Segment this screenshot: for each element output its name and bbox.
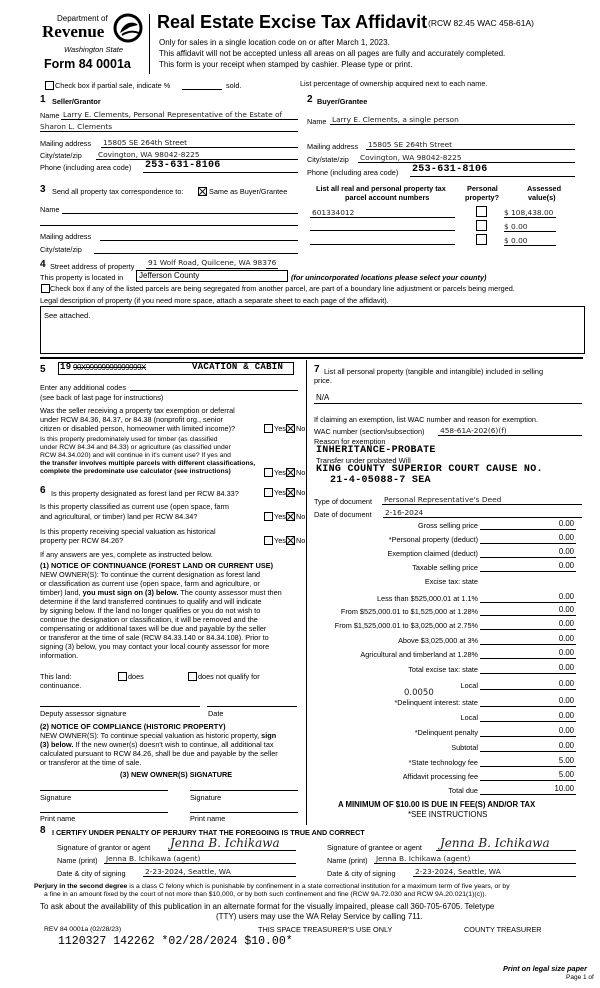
state-label: Washington State <box>64 45 124 54</box>
owner-sig-label-2: Signature <box>190 793 222 802</box>
tax-row-line <box>480 721 576 722</box>
assessed-value-2[interactable]: $ 0.00 <box>504 222 556 232</box>
street-line <box>146 268 278 269</box>
forest-no-checkbox[interactable] <box>286 488 295 497</box>
tax-row-value[interactable]: 0.00 <box>558 561 574 570</box>
tax-row-line <box>480 615 576 616</box>
street-address[interactable]: 91 Wolf Road, Quilcene, WA 98376 <box>148 258 277 267</box>
forest-question: Is this property designated as forest land per RCW 84.33? <box>51 489 239 498</box>
section6-num: 6 <box>40 485 46 496</box>
section7-num: 7 <box>314 364 320 375</box>
owner-sig-line-2 <box>190 790 298 791</box>
tax-row-line <box>480 543 576 544</box>
section5-num: 5 <box>40 364 46 375</box>
tax-row-label: Less than $525,000.01 at 1.1% <box>376 594 478 603</box>
buyer-city[interactable]: Covington, WA 98042-8225 <box>360 153 462 162</box>
grantor-date-line <box>143 876 296 877</box>
county-value: Jefferson County <box>139 271 200 280</box>
tax-row-label: *Personal property (deduct) <box>388 535 478 544</box>
form-rcw: (RCW 82.45 WAC 458-61A) <box>428 18 534 28</box>
doc-type-line <box>382 504 582 505</box>
notice1-l5: by signing below. If the land no longer qualifies or you do not wish to <box>40 606 261 615</box>
notice1-heading: (1) NOTICE OF CONTINUANCE (FOREST LAND OR CURRENT USE) <box>40 561 274 570</box>
section8-num: 8 <box>40 825 46 836</box>
seller-heading-num: 1 <box>40 94 46 105</box>
reason-label: Reason for exemption <box>314 437 386 446</box>
forest-no-label: No <box>296 488 306 497</box>
land-does-label: does <box>128 672 144 681</box>
personal-property-checkbox-2[interactable] <box>476 220 487 231</box>
q2-yes-checkbox[interactable] <box>264 468 273 477</box>
buyer-heading-num: 2 <box>307 94 313 105</box>
buyer-phone-label: Phone (including area code) <box>307 168 399 177</box>
grantor-date-label: Date & city of signing <box>57 869 126 878</box>
wac-value[interactable]: 458-61A-202(6)(f) <box>440 426 507 435</box>
tax-row-line <box>480 557 576 558</box>
owner-print-line-2 <box>190 812 298 813</box>
seller-phone-line <box>143 172 298 173</box>
tax-row-label: Affidavit processing fee <box>402 772 478 781</box>
additional-codes-note: (see back of last page for instructions) <box>40 393 164 402</box>
notice2-l1 <box>40 731 276 740</box>
deputy-date-label: Date <box>208 709 224 718</box>
same-as-buyer-label: Same as Buyer/Grantee <box>209 187 288 196</box>
tax-row-label: Agricultural and timberland at 1.28% <box>360 650 478 659</box>
tax-row-line <box>480 689 576 690</box>
seller-city-label: City/state/zip <box>40 151 82 160</box>
historic-no-label: No <box>296 536 306 545</box>
tax-row-line <box>480 644 576 645</box>
tax-row-label: Local <box>460 681 478 690</box>
tax-row-line <box>480 529 576 530</box>
notice1-l3 <box>40 588 282 597</box>
grantee-name-label: Name (print) <box>327 856 368 865</box>
grantee-sig-label: Signature of grantee or agent <box>327 843 422 852</box>
parcel-col-header-1a: List all real and personal property tax <box>316 184 446 193</box>
parcel-col-header-2a: Personal <box>467 184 498 193</box>
legal-description-box[interactable] <box>40 306 585 354</box>
section8-heading: I CERTIFY UNDER PENALTY OF PERJURY THAT THE FOREGOING IS TRUE AND CORRECT <box>52 828 365 837</box>
tax-row-value[interactable]: 0.00 <box>558 634 574 643</box>
buyer-phone[interactable]: 253-631-8106 <box>412 164 488 175</box>
historic-no-checkbox[interactable] <box>286 536 295 545</box>
buyer-mail[interactable]: 15805 SE 264th Street <box>368 140 453 149</box>
notice2-l4: or transferor at the time of sale. <box>40 758 142 767</box>
partial-sale-checkbox[interactable] <box>45 81 54 90</box>
tax-row-label: From $1,525,000.01 to $3,025,000 at 2.75% <box>334 621 478 630</box>
notice1-l10: information. <box>40 651 79 660</box>
notice2-l3: calculated pursuant to RCW 84.26, shall be due and payable by the seller <box>40 749 278 758</box>
forest-yes-label: Yes <box>274 488 286 497</box>
land-use-code: 19 <box>60 362 72 372</box>
notice1-l3a: timber) land, <box>40 588 83 597</box>
parcel-number-1[interactable]: 601334012 <box>312 208 355 217</box>
buyer-phone-line <box>410 176 575 177</box>
current-use-q-b: and agricultural, or timber) land per RCW 84.34? <box>40 512 198 521</box>
located-in-label: This property is located in <box>40 273 124 282</box>
personal-property-checkbox-1[interactable] <box>476 206 487 217</box>
this-land-label: This land: <box>40 672 72 681</box>
personal-property-label-b: price. <box>314 376 332 385</box>
seller-name-line-1 <box>61 119 298 120</box>
header-line-3: This form is your receipt when stamped by cashier. Please type or print. <box>159 60 413 69</box>
doc-date-label: Date of document <box>314 510 372 519</box>
grantee-date[interactable]: 2-23-2024, Seattle, WA <box>415 867 501 876</box>
seller-name-label: Name <box>40 111 60 120</box>
tax-row-line <box>480 706 576 707</box>
seller-phone-label: Phone (including area code) <box>40 163 132 172</box>
alternate-format-1: To ask about the availability of this publication in an alternate format for the visually impaired, please call 360-705-6705. Teletype <box>40 902 495 911</box>
county-select[interactable] <box>136 270 288 282</box>
seller-mail-label: Mailing address <box>40 139 92 148</box>
tax-row-line <box>480 673 576 674</box>
parcel-col-header-2b: property? <box>465 193 500 202</box>
additional-codes-label: Enter any additional codes <box>40 383 126 392</box>
minimum-due-note: A MINIMUM OF $10.00 IS DUE IN FEE(S) AND/OR TAX <box>338 800 536 809</box>
tax-row-line <box>480 658 576 659</box>
tax-row-value[interactable]: 5.00 <box>558 756 574 765</box>
tax-row-value[interactable]: 5.00 <box>558 770 574 779</box>
notice3-heading: (3) NEW OWNER(S) SIGNATURE <box>120 770 233 779</box>
answers-note: If any answers are yes, complete as instructed below. <box>40 550 213 559</box>
section3-mail-label: Mailing address <box>40 232 92 241</box>
owner-sig-label-1: Signature <box>40 793 72 802</box>
seller-mail[interactable]: 15805 SE 264th Street <box>103 138 188 147</box>
tax-row-value[interactable]: 0.00 <box>558 679 574 688</box>
doc-type-value[interactable]: Personal Representative's Deed <box>384 495 502 504</box>
buyer-city-line <box>358 162 575 163</box>
tax-row-value[interactable]: 0.00 <box>558 648 574 657</box>
legal-description-value: See attached. <box>44 311 91 320</box>
deputy-date-line <box>207 706 297 707</box>
tax-row-label: *Delinquent interest: state <box>394 698 478 707</box>
tax-row-value[interactable]: 0.00 <box>558 711 574 720</box>
tax-row-line <box>480 629 576 630</box>
tax-row-line <box>480 571 576 572</box>
grantee-name[interactable]: Jenna B. Ichikawa (agent) <box>376 854 471 863</box>
treasurer-only: THIS SPACE TREASURER'S USE ONLY <box>258 925 393 934</box>
grantee-name-line <box>374 863 576 864</box>
local-rate[interactable]: 0.0050 <box>404 688 434 698</box>
additional-codes-line <box>130 390 298 391</box>
owner-sig-line-1 <box>40 790 168 791</box>
buyer-mail-line <box>366 149 575 150</box>
seller-city[interactable]: Covington, WA 98042-8225 <box>98 150 200 159</box>
partial-sale-label: Check box if partial sale, indicate % <box>55 81 171 90</box>
grantee-date-line <box>413 876 576 877</box>
grantor-sig-line <box>168 850 296 851</box>
tax-row-label: Exemption claimed (deduct) <box>387 549 478 558</box>
q1-no-label: No <box>296 424 306 433</box>
parcel-line-1 <box>310 217 455 218</box>
personal-property-label-a: List all personal property (tangible and intangible) included in selling <box>324 367 544 376</box>
parcel-col-header-3b: value(s) <box>528 193 556 202</box>
ownership-note: List percentage of ownership acquired next to each name. <box>300 79 488 88</box>
personal-property-checkbox-3[interactable] <box>476 234 487 245</box>
notice1-l4: determine if the land transferred continues to qualify and will indicate <box>40 597 262 606</box>
tax-row-value[interactable]: 0.00 <box>558 741 574 750</box>
partial-sold-label: sold. <box>226 81 242 90</box>
grantor-signature[interactable]: Jenna B. Ichikawa <box>170 836 280 850</box>
header-line-2: This affidavit will not be accepted unless all areas on all pages are fully and accurately completed. <box>159 49 506 58</box>
perjury-line-2: a fine in an amount fixed by the court of not more than $10,000, or by both such confinement and fine (RCW 9A.72.030 and RCW 9A.20.021(1)(c)). <box>44 891 487 898</box>
notice2-heading: (2) NOTICE OF COMPLIANCE (HISTORIC PROPERTY) <box>40 722 226 731</box>
q2-no-checkbox[interactable] <box>286 468 295 477</box>
deputy-sig-label: Deputy assessor signature <box>40 709 127 718</box>
section3-name-line <box>62 213 298 214</box>
grantor-name-line <box>104 863 296 864</box>
notice1-l6: continue the designation or classification, it will be removed and the <box>40 615 258 624</box>
seller-name-2[interactable]: Sharon L. Clements <box>40 122 113 131</box>
buyer-city-label: City/state/zip <box>307 155 349 164</box>
tax-row-label: Subtotal <box>451 743 478 752</box>
tax-row-value[interactable]: 0.00 <box>558 547 574 556</box>
tax-row-line <box>480 751 576 752</box>
notice2-l1b: sign <box>261 731 277 740</box>
segregated-label: Check box if any of the listed parcels are being segregated from another parcel, are part of a boundary line adjustment or parcels being merged. <box>50 284 515 293</box>
current-use-q-a: Is this property classified as current use (open space, farm <box>40 502 229 511</box>
grantor-date[interactable]: 2-23-2024, Seattle, WA <box>145 867 231 876</box>
perjury-text-1: is a class C felony which is punishable by confinement in a state correctional institution for a maximum term of five years, or by <box>127 883 510 890</box>
notice1-l3b: you must sign on (3) below. <box>82 588 179 597</box>
parcel-col-header-3a: Assessed <box>527 184 562 193</box>
section-divider <box>40 357 583 359</box>
historic-yes-checkbox[interactable] <box>264 536 273 545</box>
form-number: Form 84 0001a <box>44 57 131 71</box>
q1-yes-label: Yes <box>274 424 286 433</box>
seller-name-1[interactable]: Larry E. Clements, Personal Representative of the Estate of <box>63 110 283 119</box>
form-title: Real Estate Excise Tax Affidavit <box>157 12 428 32</box>
exemption-note: If claiming an exemption, list WAC number and reason for exemption. <box>314 415 539 424</box>
assessed-value-3[interactable]: $ 0.00 <box>504 236 556 246</box>
tax-row-line <box>480 736 576 737</box>
buyer-name-line <box>330 124 575 125</box>
personal-property-value[interactable]: N/A <box>316 393 330 402</box>
tax-row-label: Excise tax: state <box>424 577 478 586</box>
q1-no-checkbox[interactable] <box>286 424 295 433</box>
seller-phone[interactable]: 253-631-8106 <box>145 160 221 171</box>
grantor-sig-label: Signature of grantor or agent <box>57 843 151 852</box>
tax-row-label: Total excise tax: state <box>408 665 478 674</box>
tax-row-line <box>480 602 576 603</box>
reason-line-4[interactable]: 21-4-05088-7 SEA <box>330 475 431 486</box>
reason-line-2[interactable]: Transfer under probated Will <box>316 456 411 465</box>
land-use-struck: 90X99999999999999X <box>73 363 146 372</box>
buyer-mail-label: Mailing address <box>307 142 359 151</box>
segregated-checkbox[interactable] <box>41 284 50 293</box>
tax-row-value[interactable]: 0.00 <box>558 592 574 601</box>
tax-row-label: From $525,000.01 to $1,525,000 at 1.28% <box>340 607 478 616</box>
current-use-no-checkbox[interactable] <box>286 512 295 521</box>
tax-row-value[interactable]: 0.00 <box>558 605 574 614</box>
section3-num: 3 <box>40 184 46 195</box>
revenue-logo-text: Revenue <box>42 22 105 41</box>
current-use-no-label: No <box>296 512 306 521</box>
grantor-name-label: Name (print) <box>57 856 98 865</box>
section4-num: 4 <box>40 259 46 270</box>
forest-yes-checkbox[interactable] <box>264 488 273 497</box>
cashier-stamp: 1120327 142262 *02/28/2024 $10.00* <box>58 935 293 948</box>
q2-line-d: the transfer involves multiple parcels with different classifications, <box>40 460 256 467</box>
owner-print-label-2: Print name <box>190 814 226 823</box>
land-does-checkbox[interactable] <box>118 672 127 681</box>
header-line-1: Only for sales in a single location code on or after March 1, 2023. <box>159 38 390 47</box>
historic-q-a: Is this property receiving special valuation as historical <box>40 527 216 536</box>
section3-mail-line <box>100 240 298 241</box>
grantee-date-label: Date & city of signing <box>327 869 396 878</box>
tax-row-label: *State technology fee <box>408 758 478 767</box>
current-use-yes-label: Yes <box>274 512 286 521</box>
q2-yes-label: Yes <box>274 468 286 477</box>
land-does-not-checkbox[interactable] <box>188 672 197 681</box>
tax-row-value[interactable]: 0.00 <box>558 726 574 735</box>
parcel-line-3 <box>310 244 455 245</box>
tax-row-label: Local <box>460 713 478 722</box>
notice1-l2: or classification as current use (open space, farm and agriculture, or <box>40 579 260 588</box>
reason-line-3[interactable]: KING COUNTY SUPERIOR COURT CAUSE NO. <box>316 464 543 475</box>
tax-row-line <box>480 766 576 767</box>
page-number: Page 1 of <box>566 974 594 981</box>
notice1-l7: compensating or additional taxes will be due and payable by the seller <box>40 624 267 633</box>
same-as-buyer-checkbox[interactable] <box>198 187 207 196</box>
q1-line-b: under RCW 84.36, 84.37, or 84.38 (nonprofit org., senior <box>40 415 223 424</box>
notice1-l9: signing (3) below, you may contact your local county assessor for more <box>40 642 270 651</box>
doc-date-value[interactable]: 2-16-2024 <box>385 508 424 517</box>
county-treasurer: COUNTY TREASURER <box>464 925 542 934</box>
grantee-sig-line <box>436 850 576 851</box>
alternate-format-2: (TTY) users may use the WA Relay Service by calling 711. <box>216 912 423 921</box>
q2-line-e: complete the predominate use calculator (see instructions) <box>40 468 231 475</box>
grantee-signature[interactable]: Jenna B. Ichikawa <box>440 836 550 850</box>
land-does-not-label: does not qualify for <box>198 672 260 681</box>
historic-yes-label: Yes <box>274 536 286 545</box>
wac-label: WAC number (section/subsection) <box>314 427 425 436</box>
deputy-line <box>40 706 200 707</box>
seller-name-line-2 <box>40 131 298 132</box>
tax-row-value[interactable]: 0.00 <box>558 696 574 705</box>
personal-property-line <box>314 403 582 404</box>
current-use-yes-checkbox[interactable] <box>264 512 273 521</box>
land-use-description: VACATION & CABIN <box>192 362 284 372</box>
buyer-name[interactable]: Larry E. Clements, a single person <box>332 115 459 124</box>
tax-row-label: Taxable selling price <box>412 563 478 572</box>
wac-line <box>438 435 582 436</box>
tax-row-value[interactable]: 0.00 <box>558 533 574 542</box>
revenue-logo-icon <box>112 13 144 43</box>
see-instructions: *SEE INSTRUCTIONS <box>408 810 488 819</box>
tax-row-label: Total due <box>448 786 478 795</box>
historic-q-b: property per RCW 84.26? <box>40 536 124 545</box>
assessed-value-1[interactable]: $ 108,438.00 <box>504 208 556 218</box>
q1-yes-checkbox[interactable] <box>264 424 273 433</box>
header-divider <box>149 14 150 74</box>
q1-line-c: citizen or disabled person, homeowner with limited income)? <box>40 424 236 433</box>
seller-heading: Seller/Grantor <box>52 97 101 106</box>
tax-row-label: *Delinquent penalty <box>414 728 478 737</box>
owner-print-line-1 <box>40 812 168 813</box>
notice1-l1: NEW OWNER(S): To continue the current designation as forest land <box>40 570 261 579</box>
q1-line-a: Was the seller receiving a property tax exemption or deferral <box>40 406 235 415</box>
seller-mail-line <box>101 147 298 148</box>
continuance-label: continuance. <box>40 681 82 690</box>
tax-row-line <box>480 794 576 795</box>
notice1-l8: or transferor at the time of sale (RCW 84.33.140 or 84.34.108). Prior to <box>40 633 269 642</box>
tax-row-value[interactable]: 0.00 <box>558 663 574 672</box>
q2-line-b: under RCW 84.34 and 84.33) or agriculture (as classified under <box>40 444 231 451</box>
owner-print-label-1: Print name <box>40 814 76 823</box>
street-label: Street address of property <box>50 262 135 271</box>
tax-row-value[interactable]: 0.00 <box>558 519 574 528</box>
rev-number: REV 84 0001a (02/28/23) <box>44 926 122 933</box>
parcel-col-header-1b: parcel account numbers <box>345 193 430 202</box>
reason-line-1[interactable]: INHERITANCE-PROBATE <box>316 445 436 456</box>
perjury-bold: Perjury in the second degree <box>34 883 128 890</box>
perjury-line-1 <box>34 883 510 890</box>
tax-row-label: Above $3,025,000 at 3% <box>398 636 478 645</box>
q2-line-a: Is this property predominately used for timber (as classified <box>40 436 218 443</box>
q2-no-label: No <box>296 468 306 477</box>
notice2-l2b: If the new owner(s) doesn't wish to continue, all additional tax <box>73 740 274 749</box>
tax-row-label: Gross selling price <box>417 521 478 530</box>
parcel-line-2 <box>310 230 455 231</box>
notice2-l2a: (3) below. <box>40 740 74 749</box>
column-divider <box>306 360 307 825</box>
q2-line-c: RCW 84.34.020) and will continue in it's current use? If yes and <box>40 452 231 459</box>
section3-name-line-2 <box>40 225 298 226</box>
section3-name-label: Name <box>40 205 60 214</box>
notice2-l2 <box>40 740 274 749</box>
tax-row-line <box>480 780 576 781</box>
unincorporated-note: (for unincorporated locations please select your county) <box>291 273 487 282</box>
buyer-heading: Buyer/Grantee <box>317 97 368 106</box>
buyer-name-label: Name <box>307 117 327 126</box>
section3-city-line <box>94 253 298 254</box>
notice2-l1a: NEW OWNER(S): To continue special valuation as historic property, <box>40 731 262 740</box>
tax-row-value[interactable]: 0.00 <box>558 619 574 628</box>
grantor-name[interactable]: Jenna B. Ichikawa (agent) <box>106 854 201 863</box>
doc-date-line <box>383 517 582 518</box>
dept-label: Department of <box>57 14 108 23</box>
notice1-l3c: The county assessor must then <box>178 588 282 597</box>
doc-type-label: Type of document <box>314 497 373 506</box>
section3-label: Send all property tax correspondence to: <box>52 187 184 196</box>
section3-city-label: City/state/zip <box>40 245 82 254</box>
legal-description-label: Legal description of property (if you need more space, attach a separate sheet to each page of the affidavit). <box>40 296 389 305</box>
legal-size-note: Print on legal size paper <box>503 964 587 973</box>
partial-percent-line <box>182 89 222 90</box>
tax-row-value[interactable]: 10.00 <box>554 784 574 793</box>
